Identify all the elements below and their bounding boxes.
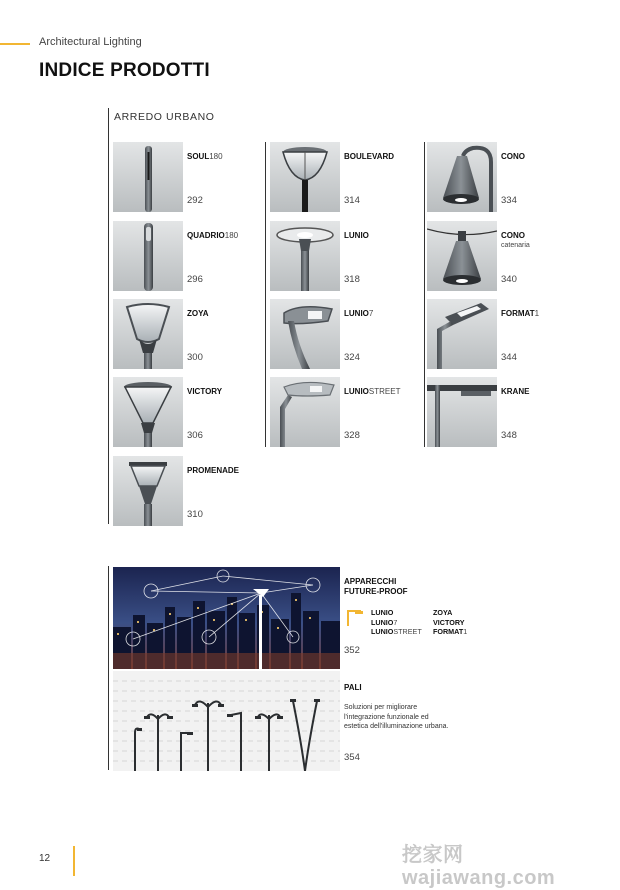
- product-name: CONO: [501, 231, 525, 240]
- flat-luminaire-arm-icon: [427, 299, 497, 369]
- compatible-product: LUNIO7: [371, 617, 398, 627]
- page-reference: 344: [501, 352, 517, 363]
- product-entry[interactable]: [113, 142, 253, 214]
- accent-rule: [73, 846, 75, 876]
- accent-rule: [0, 43, 30, 45]
- smart-city-night-skyline-icon: [113, 567, 340, 669]
- product-name: VICTORY: [187, 387, 223, 396]
- brand-label: Architectural Lighting: [39, 36, 142, 48]
- page-reference: 328: [344, 430, 360, 441]
- page-reference: 310: [187, 509, 203, 520]
- feature-title: PALI: [344, 683, 362, 692]
- compatible-product: FORMAT1: [433, 627, 468, 636]
- page-reference: 334: [501, 195, 517, 206]
- column-divider: [265, 142, 266, 447]
- page-reference: 348: [501, 430, 517, 441]
- post-top-lantern-icon: [113, 299, 183, 369]
- street-luminaire-arm-icon: [270, 377, 340, 447]
- street-lamp-outline-icon: [345, 607, 365, 627]
- page-reference: 352: [344, 645, 360, 656]
- post-top-bowl-lantern-icon: [270, 142, 340, 212]
- product-entry[interactable]: [427, 221, 567, 293]
- column-divider: [424, 142, 425, 447]
- product-name: LUNIO: [344, 231, 369, 240]
- feature-description: Soluzioni per migliorare l'integrazione funzionale ed estetica dell'illuminazione urbana.: [344, 704, 449, 731]
- flat-luminaire-pole-icon: [427, 377, 497, 447]
- section-divider: [108, 566, 109, 770]
- product-entry[interactable]: [427, 377, 567, 449]
- product-name: FORMAT1: [501, 309, 540, 318]
- page-reference: 318: [344, 274, 360, 285]
- watermark: 挖家网 wajiawang.com: [402, 844, 556, 889]
- post-top-cone-lantern-icon: [113, 377, 183, 447]
- bollard-square-icon: [113, 221, 183, 291]
- section-title: ARREDO URBANO: [114, 111, 215, 123]
- product-name: KRANE: [501, 387, 530, 396]
- cone-pendant-catenary-icon: [427, 221, 497, 291]
- page-reference: 324: [344, 352, 360, 363]
- product-entry[interactable]: [270, 377, 410, 449]
- post-top-lantern-icon: [113, 456, 183, 526]
- section-divider: [108, 108, 109, 524]
- page-reference: 354: [344, 752, 360, 763]
- product-entry[interactable]: [270, 299, 410, 371]
- product-name: BOULEVARD: [344, 152, 395, 161]
- feature-title: APPARECCHI FUTURE-PROOF: [344, 577, 408, 596]
- compatible-product: VICTORY: [433, 617, 465, 627]
- product-name: PROMENADE: [187, 466, 240, 475]
- product-name: ZOYA: [187, 309, 209, 318]
- compatible-product: LUNIOSTREET: [371, 627, 422, 636]
- post-top-disc-lantern-icon: [270, 221, 340, 291]
- product-name: CONO: [501, 152, 525, 161]
- product-entry[interactable]: [427, 142, 567, 214]
- product-name: QUADRIO180: [187, 231, 239, 240]
- page-reference: 314: [344, 195, 360, 206]
- product-name: SOUL180: [187, 152, 223, 161]
- product-entry[interactable]: [113, 456, 253, 528]
- lamp-poles-lineup-icon: [113, 671, 340, 771]
- product-entry[interactable]: [270, 142, 410, 214]
- compatible-product: LUNIO: [371, 608, 394, 617]
- street-luminaire-icon: [270, 299, 340, 369]
- page-reference: 292: [187, 195, 203, 206]
- product-variant: catenaria: [501, 242, 530, 249]
- cone-pendant-arm-icon: [427, 142, 497, 212]
- product-entry[interactable]: [113, 299, 253, 371]
- page-title: INDICE PRODOTTI: [39, 60, 210, 81]
- page-reference: 340: [501, 274, 517, 285]
- page-reference: 296: [187, 274, 203, 285]
- product-entry[interactable]: [270, 221, 410, 293]
- compatible-product: ZOYA: [433, 608, 453, 617]
- page-reference: 306: [187, 430, 203, 441]
- bollard-round-icon: [113, 142, 183, 212]
- page-reference: 300: [187, 352, 203, 363]
- page-number: 12: [39, 853, 51, 864]
- product-entry[interactable]: [427, 299, 567, 371]
- product-name: LUNIOSTREET: [344, 387, 401, 396]
- product-entry[interactable]: [113, 377, 253, 449]
- product-name: LUNIO7: [344, 309, 374, 318]
- product-entry[interactable]: [113, 221, 253, 293]
